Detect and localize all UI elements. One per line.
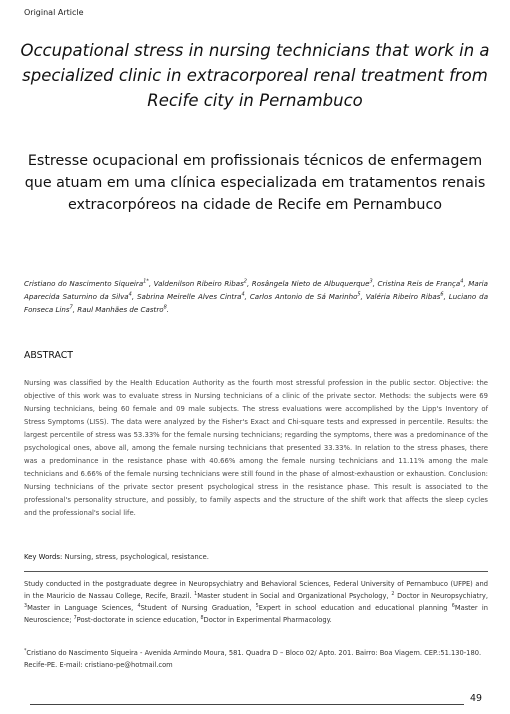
affiliation-mark: 1 bbox=[194, 591, 198, 597]
footnote-divider bbox=[24, 571, 488, 572]
affiliation-text: Student of Nursing Graduation, bbox=[140, 604, 252, 612]
contact-address: - Avenida Armindo Moura, 581. Quadra D – Bloco 02/ Apto. 201. Bairro: Boa Viagem. CEP.:51.130-180. Recife-PE. E-mail: cristiano-pe@hotmail.com bbox=[24, 649, 482, 669]
title-portuguese: Estresse ocupacional em profissionais técnicos de enfermagem que atuam em uma clínica especializada em tratamentos renais extracorpóreos na cidade de Recife em Pernambuco bbox=[24, 153, 486, 213]
author-mark: 3 bbox=[369, 278, 373, 285]
affiliation-mark: 8 bbox=[200, 615, 204, 621]
title-english: Occupational stress in nursing technicians that work in a specialized clinic in extracorporeal renal treatment from Recife city in Pernambuco bbox=[20, 41, 490, 110]
author-mark: 4 bbox=[128, 291, 132, 298]
affiliation-mark: 5 bbox=[255, 603, 259, 609]
contact-name: Cristiano do Nascimento Siqueira bbox=[26, 649, 138, 657]
page-number: 49 bbox=[470, 693, 482, 704]
author-name: Cristina Reis de França bbox=[377, 279, 461, 288]
author-mark: 7 bbox=[69, 304, 73, 311]
abstract-heading: ABSTRACT bbox=[24, 350, 74, 361]
affiliation-text: Doctor in Neuropsychiatry, bbox=[397, 592, 488, 600]
author-name: Luciano da Fonseca Lins bbox=[24, 292, 489, 314]
article-type-label: Original Article bbox=[24, 8, 84, 17]
affiliation-intro: Study conducted in the postgraduate degree in Neuropsychiatry and Behavioral Sciences, Federal University of Pernambuco (UFPE) and in the Mauricio de Nassau College, Recife, Brazil. bbox=[24, 580, 488, 600]
keywords-label: Key Words: bbox=[24, 553, 63, 561]
keywords-line bbox=[24, 553, 209, 561]
author-name: Valdenilson Ribeiro Ribas bbox=[153, 279, 244, 288]
author-name: Valéria Ribeiro Ribas bbox=[365, 292, 441, 301]
author-name: Cristiano do Nascimento Siqueira bbox=[24, 279, 144, 288]
affiliation-mark: 4 bbox=[137, 603, 141, 609]
affiliation-text: Expert in school education and educational planning bbox=[258, 604, 448, 612]
author-name: Sabrina Meirelle Alves Cintra bbox=[137, 292, 242, 301]
affiliation-text: Post-doctorate in science education, bbox=[76, 616, 199, 624]
affiliation-text: Master in Language Sciences, bbox=[27, 604, 134, 612]
affiliation-text: Master student in Social and Organizational Psychology, bbox=[197, 592, 389, 600]
affiliation-mark: 2 bbox=[391, 591, 395, 597]
affiliation-mark: 3 bbox=[24, 603, 28, 609]
page-footer-rule bbox=[30, 704, 464, 705]
abstract-body: Nursing was classified by the Health Education Authority as the fourth most stressful profession in the public sector. Objective: the objective of this work was to evaluate stress in Nursing technicians of a clinic of the private sector. Methods: the subjects were 69 Nursing technicians, being 60 female and 09 male subjects. The stress evaluations were accomplished by the Lipp's Inventory of Stress Symptoms (LISS). The data were analyzed by the Fisher's Exact and Chi-square tests and expressed in percentile. Results: the largest percentile of stress was 53.33% for the female nursing technicians; regarding the symptoms, there was a predominance of the psychological ones, above all, among the female nursing technicians that presented 33.33%. In relation to the stress phases, there was a predominance in the resistance phase with 40.66% among the female nursing technicians and 11.11% among the male technicians and 6.66% of the female nursing technicians were still found in the phase of almost-exhaustion or exhaustion. Conclusion: Nursing technicians of the private sector present psychological stress in the resistance phase. This result is associated to the professional's personality structure, and possibly, to family aspects and the structure of the shift work that affects the sleep cycles and the professional's social life. bbox=[24, 379, 488, 517]
contact-mark: * bbox=[24, 648, 27, 654]
author-mark: 1* bbox=[143, 278, 149, 285]
author-mark: 2 bbox=[243, 278, 247, 285]
author-name: Rosângela Nieto de Albuquerque bbox=[251, 279, 370, 288]
affiliation-mark: 6 bbox=[451, 603, 455, 609]
author-mark: 4 bbox=[241, 291, 245, 298]
affiliation-text: Doctor in Experimental Pharmacology. bbox=[203, 616, 332, 624]
correspondence-address bbox=[24, 647, 488, 671]
affiliations-footnote bbox=[24, 578, 488, 626]
affiliation-mark: 7 bbox=[73, 615, 77, 621]
author-list: Cristiano do Nascimento Siqueira$^{1*}$, Valdenilson Ribeiro Ribas$^2$, Rosângela Nieto de Albuquerque$^3$, Cristina Reis de França$^4$, Maria Aparecida Saturnino da Silva$^4$, Sabrina Meirelle Alves Cintra$^4$, Carlos Antonio de Sá Marinho$^5$, Valéria Ribeiro Ribas$^6$, Luciano da Fonseca Lins$^7$, Raul Manhães de Castro$^8$. bbox=[24, 278, 489, 314]
author-mark: 4 bbox=[460, 278, 464, 285]
author-mark: 5 bbox=[357, 291, 361, 298]
author-name: Maria Aparecida Saturnino da Silva bbox=[24, 279, 488, 301]
author-name: Carlos Antonio de Sá Marinho bbox=[249, 292, 358, 301]
author-name: Raul Manhães de Castro bbox=[77, 305, 164, 314]
affiliation-text: Master in Neuroscience; bbox=[24, 604, 488, 624]
author-mark: 8 bbox=[163, 304, 167, 311]
author-mark: 6 bbox=[440, 291, 444, 298]
keywords-text: Nursing, stress, psychological, resistance. bbox=[64, 553, 209, 561]
